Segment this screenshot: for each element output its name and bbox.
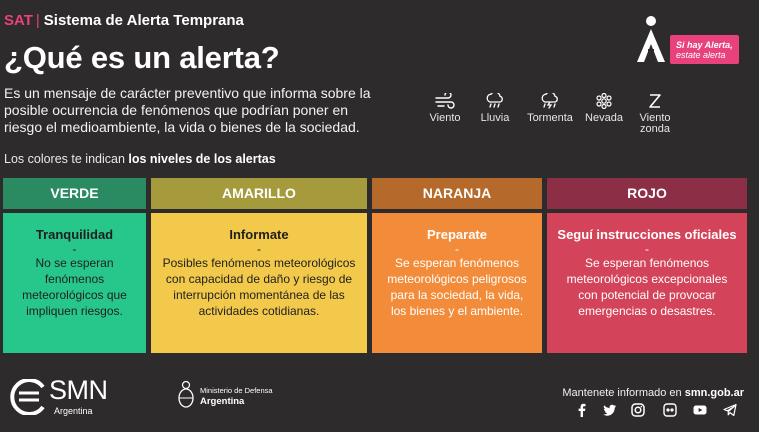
inform-prefix: Mantenete informado en [562, 387, 682, 399]
smn-country: Argentina [54, 406, 93, 416]
level-dash: - [72, 242, 77, 256]
hazard-label: Tormenta [527, 112, 573, 124]
smn-logo[interactable] [9, 377, 129, 417]
level-heading: Tranquilidad [35, 227, 114, 242]
social-links [575, 403, 745, 419]
level-dash: - [645, 242, 649, 256]
snow-icon [594, 93, 614, 109]
level-card [547, 213, 747, 353]
level-text: Se esperan fenómenos meteorológicos peligrosos para la sociedad, la vida, los bienes y el ambiente. [387, 256, 527, 318]
level-card [151, 213, 367, 353]
level-card [372, 213, 542, 353]
wind-icon [435, 93, 455, 109]
level-name: AMARILLO [151, 178, 367, 209]
level-dash: - [455, 242, 459, 256]
level-text: Posibles fenómenos meteorológicos con capacidad de daño y riesgo de interrupción momentánea de las actividades cotidianas. [162, 256, 356, 318]
page-title: ¿Qué es un alerta? [4, 40, 280, 75]
levels-intro-bold: los niveles de los alertas [128, 152, 276, 166]
tagline-line1: Si hay Alerta, [676, 40, 733, 50]
youtube-icon[interactable] [693, 403, 707, 417]
ministry-line1: Ministerio de Defensa [200, 386, 273, 395]
alert-figure-icon [636, 15, 666, 63]
ministry-line2: Argentina [200, 396, 245, 407]
level-heading: Preparate [427, 227, 487, 242]
levels-intro-prefix: Los colores te indican [4, 152, 125, 166]
level-rojo [547, 178, 747, 318]
hazard-snow [577, 93, 631, 124]
level-text: No se esperan fenómenos meteorológicos que impliquen riesgos. [22, 256, 127, 318]
hazard-label: Viento [429, 112, 461, 124]
tagline-line2: estate alerta [676, 50, 726, 60]
level-heading: Informate [229, 227, 289, 242]
telegram-icon[interactable] [723, 403, 737, 417]
hazard-wind [418, 93, 472, 124]
hazard-zonda [628, 93, 682, 135]
system-name: Sistema de Alerta Temprana [43, 12, 244, 29]
smn-emblem-icon [9, 379, 49, 415]
level-card [3, 213, 146, 353]
level-name: ROJO [547, 178, 747, 209]
hazard-storm [523, 93, 577, 124]
level-dash: - [257, 242, 261, 256]
inform-site-link[interactable]: smn.gob.ar [684, 387, 744, 399]
twitter-icon[interactable] [603, 403, 617, 417]
instagram-icon[interactable] [631, 403, 645, 417]
hazard-label: Lluvia [480, 112, 510, 124]
hazard-icons [424, 93, 680, 138]
level-verde [3, 178, 146, 318]
level-text: Se esperan fenómenos meteorológicos excepcionales con potencial de provocar emergencias o desastres. [566, 256, 728, 318]
alert-description: Es un mensaje de carácter preventivo que informa sobre la posible ocurrencia de fenómenos que podrían poner en riesgo el medioambiente, la vida o bienes de la sociedad. [4, 85, 371, 135]
smn-name: SMN [49, 375, 108, 405]
level-heading: Seguí instrucciones oficiales [557, 227, 737, 242]
hazard-rain [468, 93, 522, 124]
level-amarillo [151, 178, 367, 318]
alert-tagline [670, 35, 739, 64]
app-header [4, 12, 244, 29]
ministry-logo[interactable] [176, 380, 286, 412]
sat-acronym: SAT [4, 12, 33, 29]
hazard-label: Viento zonda [639, 112, 671, 135]
facebook-icon[interactable] [575, 403, 589, 417]
storm-icon [540, 93, 560, 109]
header-separator: | [35, 12, 40, 29]
levels-intro [4, 152, 276, 166]
hazard-label: Nevada [585, 112, 623, 124]
ministry-crest-icon [176, 380, 196, 410]
flickr-icon[interactable] [663, 403, 677, 417]
level-name: NARANJA [372, 178, 542, 209]
stay-informed [562, 387, 744, 399]
rain-icon [485, 93, 505, 109]
level-naranja [372, 178, 542, 318]
level-name: VERDE [3, 178, 146, 209]
zonda-icon [645, 93, 665, 109]
alert-campaign-logo [636, 15, 744, 63]
